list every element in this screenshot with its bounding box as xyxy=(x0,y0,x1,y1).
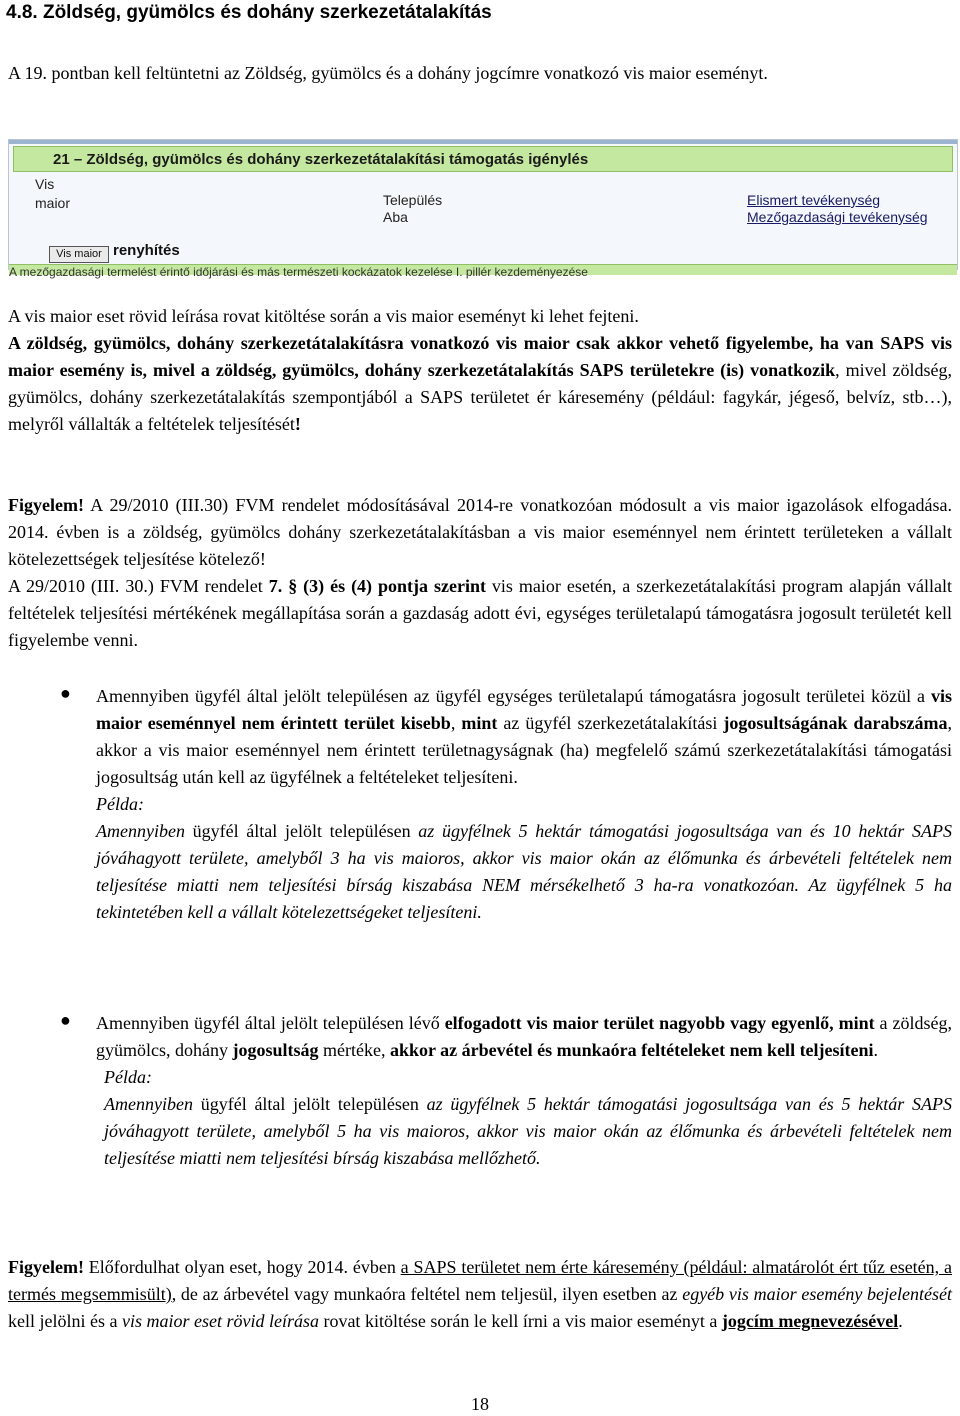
bullet-2-example xyxy=(96,1064,952,1172)
bullet-2-d: jogosultság xyxy=(232,1040,319,1060)
figyelem-1-t2b: 7. § (3) és (4) pontja szerint xyxy=(268,576,486,596)
bullet-1-ex1: Amennyiben xyxy=(96,821,185,841)
bullet-dot-2: ● xyxy=(60,1010,71,1030)
bullet-1-ex2: ügyfél által jelölt településen xyxy=(184,821,419,841)
figyelem-2-i: . xyxy=(898,1311,903,1331)
bullet-1-d: mint xyxy=(461,713,498,733)
figyelem-label-2: Figyelem! xyxy=(8,1257,84,1277)
screenshot-vis-maior-form xyxy=(8,139,958,279)
bullet-1-g: , akkor a vis maior eseménnyel nem érintett területnagyságnak (ha) megfelelő számú szerkezetátalakítási támogatási jogosultság után kell az ügyfélnek a feltételeket teljesíteni. xyxy=(96,713,952,787)
screenshot-vis-maior-button[interactable]: Vis maior xyxy=(49,246,109,263)
bullet-2-pelda: Példa: xyxy=(104,1067,152,1087)
screenshot-renyhites-label: renyhítés xyxy=(113,242,180,259)
paragraph-2-rest: , mivel zöldség, gyümölcs, dohány szerkezetátalakítás szempontjából a SAPS területet ér káresemény (például: fagykár, jégeső, belvíz, stb…), melyről vállalták a feltételek teljesítését xyxy=(8,360,952,434)
bullet-2-g: . xyxy=(873,1040,879,1060)
bullet-2-text xyxy=(96,1010,952,1172)
screenshot-maior-label: maior xyxy=(35,195,71,211)
figyelem-paragraph-1 xyxy=(8,492,952,654)
screenshot-top-bar xyxy=(9,140,957,144)
paragraph-2 xyxy=(8,330,952,438)
screenshot-mezogazdasagi-link[interactable]: Mezőgazdasági tevékenység xyxy=(747,209,928,225)
bullet-2-f: akkor az árbevétel és munkaóra feltételeket nem kell teljesíteni xyxy=(389,1040,874,1060)
bullet-2-e: mértéke, xyxy=(318,1040,390,1060)
bullet-2-ex2: ügyfél által jelölt településen xyxy=(192,1094,427,1114)
screenshot-telepules xyxy=(383,192,442,226)
section-heading: 4.8. Zöldség, gyümölcs és dohány szerkezetátalakítás xyxy=(6,2,492,23)
screenshot-telepules-value: Aba xyxy=(383,209,408,225)
figyelem-1-text: A 29/2010 (III.30) FVM rendelet módosításával 2014-re vonatkozóan módosult a vis maior igazolások elfogadása. 2014. évben is a zöldség, gyümölcs dohány szerkezetátalakításban a vis maior eseménnyel nem érintett területeken a vállalt kötelezettségek teljesítése kötelező! xyxy=(8,495,952,569)
bullet-1-a: Amennyiben ügyfél által jelölt településen az ügyfél egységes területalapú támogatásra jogosult területei közül a xyxy=(96,686,931,706)
bullet-1-ex3: az ügyfélnek 5 hektár támogatási jogosultsága van és 10 hektár SAPS jóváhagyott területe, amelyből 3 ha vis maioros, akkor vis maior okán az élőmunka és árbevételi feltételek nem teljesítése miatti nem teljesítési bírság kiszabása NEM mérsékelhető 3 ha-ra vonatkozóan. Az ügyfélnek 5 ha tekintetében kell a vállalt kötelezettségeket teljesíteni. xyxy=(96,821,952,922)
screenshot-vis-label: Vis xyxy=(35,176,55,192)
paragraph-1: A vis maior eset rövid leírása rovat kitöltése során a vis maior eseményt ki lehet fejteni. xyxy=(8,306,639,326)
figyelem-2-b: a SAPS területet nem érte káresemény (például: almatárolót ért tűz esetén, a termés megsemmisült) xyxy=(8,1257,952,1304)
bullet-1-pelda: Példa: xyxy=(96,794,144,814)
figyelem-2-h: jogcím megnevezésével xyxy=(721,1311,899,1331)
figyelem-1-t2a: A 29/2010 (III. 30.) FVM rendelet xyxy=(8,576,269,596)
figyelem-2-g: rovat kitöltése során le kell írni a vis maior eseményt a xyxy=(318,1311,722,1331)
bullet-2-b: elfogadott vis maior terület nagyobb vagy egyenlő, mint xyxy=(444,1013,875,1033)
bullet-1-e: az ügyfél szerkezetátalakítási xyxy=(497,713,724,733)
bullet-2-ex1: Amennyiben xyxy=(104,1094,193,1114)
bullet-1-b: vis maior eseménnyel nem érintett terület kisebb xyxy=(96,686,952,733)
figyelem-2-f: vis maior eset rövid leírása xyxy=(121,1311,319,1331)
screenshot-vis-maior-label xyxy=(35,175,91,237)
paragraph-2-end: ! xyxy=(294,414,301,434)
paragraph-2-bold: A zöldség, gyümölcs, dohány szerkezetátalakításra vonatkozó vis maior csak akkor vehető figyelembe, ha van SAPS vis maior esemény is, mivel a zöldség, gyümölcs, dohány szerkezetátalakítás SAPS területekre (is) vonatkozik xyxy=(8,333,952,380)
bullet-2-c: a zöldség, gyümölcs, dohány xyxy=(96,1013,952,1060)
figyelem-2-a: Előfordulhat olyan eset, hogy 2014. évben xyxy=(83,1257,401,1277)
figyelem-2-d: egyéb vis maior esemény bejelentését xyxy=(682,1284,952,1304)
screenshot-bottom-bar: A mezőgazdasági termelést érintő időjárási és más természeti kockázatok kezelése I. pillér kezdeményezése xyxy=(9,264,957,275)
figyelem-label-1: Figyelem! xyxy=(8,495,84,515)
bullet-1-f: jogosultságának darabszáma xyxy=(723,713,948,733)
bullet-1-text xyxy=(96,683,952,926)
page-number: 18 xyxy=(471,1394,489,1414)
screenshot-title: 21 – Zöldség, gyümölcs és dohány szerkezetátalakítási támogatás igénylés xyxy=(53,151,589,168)
bullet-1-c: , xyxy=(450,713,462,733)
screenshot-activity-links xyxy=(747,192,928,226)
figyelem-1-t2c: vis maior esetén, a szerkezetátalakítási program alapján vállalt feltételek teljesítési mértékének megállapítása során a gazdaság adott évi, egységes területalapú támogatásra jogosult területét kell figyelembe venni. xyxy=(8,576,952,650)
figyelem-paragraph-2 xyxy=(8,1254,952,1335)
intro-paragraph: A 19. pontban kell feltüntetni az Zöldség, gyümölcs és a dohány jogcímre vonatkozó vis maior eseményt. xyxy=(8,63,768,83)
figyelem-2-e: kell jelölni és a xyxy=(8,1311,122,1331)
bullet-2-ex3: az ügyfélnek 5 hektár támogatási jogosultsága van és 5 hektár SAPS jóváhagyott területe, amelyből 5 ha vis maioros, akkor vis maior okán az élőmunka és árbevételi feltételek nem teljesítése miatti nem teljesítési bírság kiszabása mellőzhető. xyxy=(104,1094,952,1168)
screenshot-telepules-label: Település xyxy=(383,192,443,208)
screenshot-elismert-link[interactable]: Elismert tevékenység xyxy=(747,192,881,208)
bullet-2-a: Amennyiben ügyfél által jelölt településen lévő xyxy=(96,1013,445,1033)
figyelem-2-c: , de az árbevétel vagy munkaóra feltétel nem teljesül, ilyen esetben az xyxy=(171,1284,683,1304)
bullet-dot-1: ● xyxy=(60,683,71,703)
